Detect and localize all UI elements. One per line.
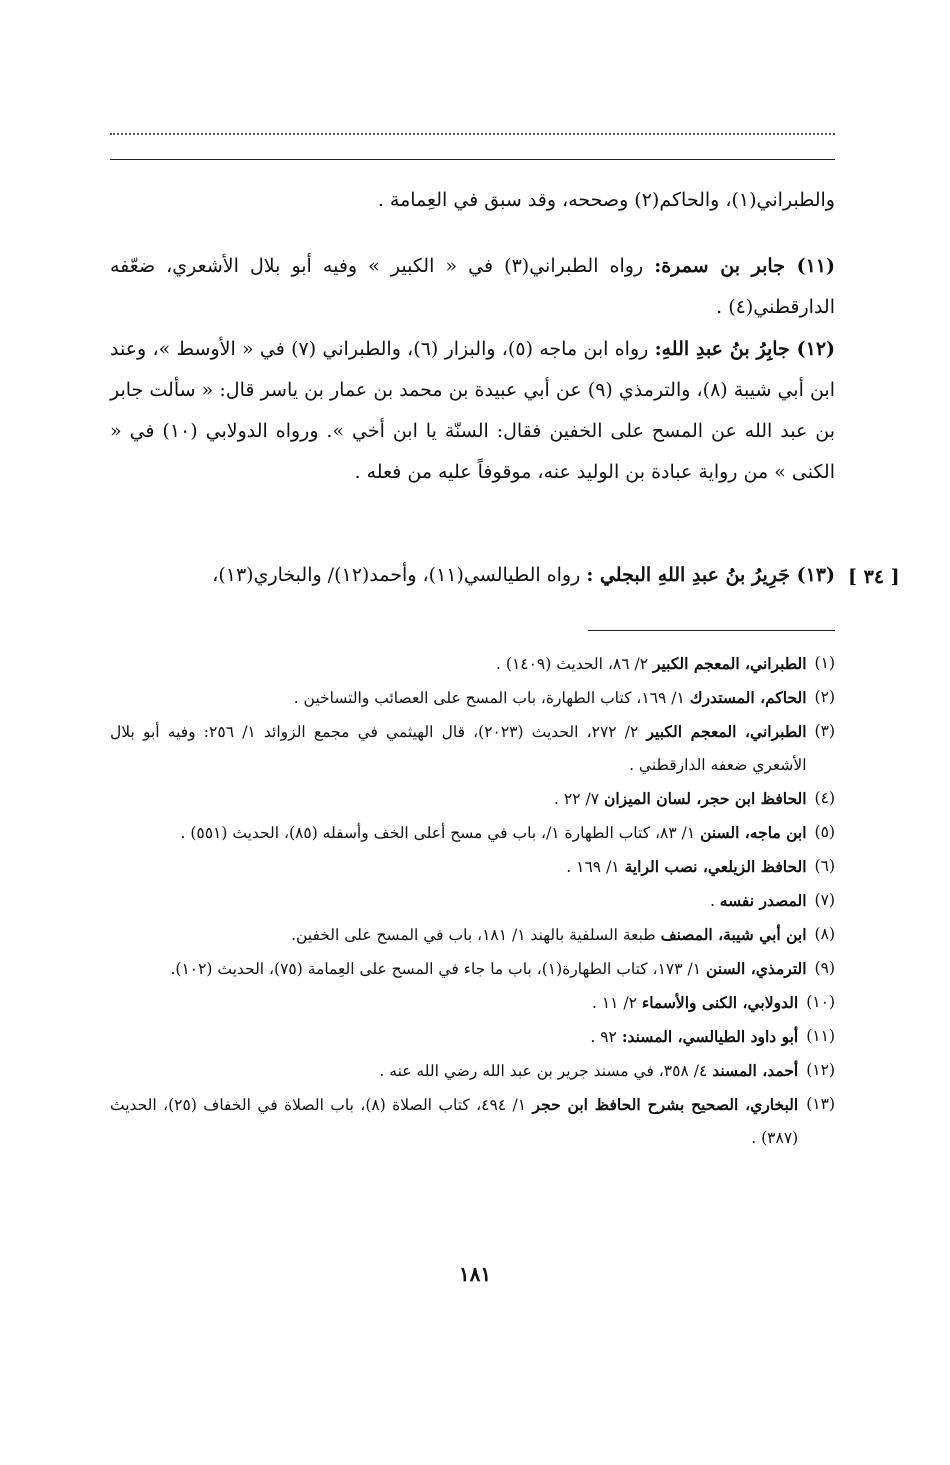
footnote: (٧) المصدر نفسه . [709,891,835,910]
entry-heading: (١١) جابر بن سمرة: [654,255,835,277]
footnote: (٢) الحاكم، المستدرك ١/ ١٦٩، كتاب الطهارة، باب المسح على العصائب والتساخين . [293,688,835,707]
footnote: (٤) الحافظ ابن حجر، لسان الميزان ٧/ ٢٢ . [554,789,835,808]
footnotes [110,647,835,1155]
entry-11 [110,246,835,328]
page-number: ١٨١ [458,1262,492,1286]
footnote: (١٠) الدولابي، الكنى والأسماء ٢/ ١١ . [591,993,835,1012]
entry-text: رواه الطبراني(٣) في « الكبير » وفيه أبو بلال الأشعري، ضعّفه الدارقطني(٤) . [110,255,835,318]
footnote: (١١) أبو داود الطيالسي، المسند: ٩٢ . [590,1027,835,1046]
dotted-separator [110,133,835,135]
footnote: (١) الطبراني، المعجم الكبير ٢/ ٨٦، الحديث (١٤٠٩) . [496,654,835,673]
footnote: (٩) الترمذي، السنن ١/ ١٧٣، كتاب الطهارة(١)، باب ما جاء في المسح على العِمامة (٧٥)، الحديث (١٠٢). [170,959,835,978]
margin-reference: [ ٣٤ ] [848,566,900,588]
footnote: (٥) ابن ماجه، السنن ١/ ٨٣، كتاب الطهارة ١/، باب في مسح أعلى الخف وأسفله (٨٥)، الحديث (٥٥١) . [180,823,835,842]
entry-heading: (١٢) جابِرُ بنُ عبدِ اللهِ: [654,338,836,360]
footnote: (١٣) البخاري، الصحيح بشرح الحافظ ابن حجر ١/ ٤٩٤، كتاب الصلاة (٨)، باب الصلاة في الخفاف (٢٥)، الحديث (٣٨٧) . [110,1095,835,1147]
footnote: (٣) الطبراني، المعجم الكبير ٢/ ٢٧٢، الحديث (٢٠٢٣)، قال الهيثمي في مجمع الزوائد ١/ ٢٥٦: وفيه أبو بلال الأشعري ضعفه الدارقطني . [110,722,835,774]
footnote: (٨) ابن أبي شيبة، المصنف طبعة السلفية بالهند ١/ ١٨١، باب في المسح على الخفين. [291,925,835,944]
footnote: (٦) الحافظ الزيلعي، نصب الراية ١/ ١٦٩ . [566,857,835,876]
header-rule [110,159,835,160]
entry-12 [110,329,835,493]
footnote: (١٢) أحمد، المسند ٤/ ٣٥٨، في مسند جرير بن عبد الله رضي الله عنه . [379,1061,835,1080]
paragraph-text: والطبراني(١)، والحاكم(٢) وصححه، وقد سبق في العِمامة . [377,189,835,211]
paragraph-continuation [110,180,835,221]
entry-13 [110,555,835,596]
footnote-rule [588,630,835,631]
entry-heading: (١٣) جَرِيرُ بنُ عبدِ اللهِ البجلي : [586,564,835,586]
entry-text: رواه الطيالسي(١١)، وأحمد(١٢)/ والبخاري(١٣)، [212,564,581,586]
entry-text: رواه ابن ماجه (٥)، والبزار (٦)، والطبراني (٧) في « الأوسط »، وعند ابن أبي شيبة (٨)، والترمذي (٩) عن أبي عبيدة بن محمد بن عمار بن ياسر قال: « سألت جابر بن عبد الله عن المسح على الخفين فقال: السنّة يا ابن أخي ». ورواه الدولابي (١٠) في « الكنى » من رواية عبادة بن الوليد عنه، موقوفاً عليه من فعله . [110,338,835,483]
